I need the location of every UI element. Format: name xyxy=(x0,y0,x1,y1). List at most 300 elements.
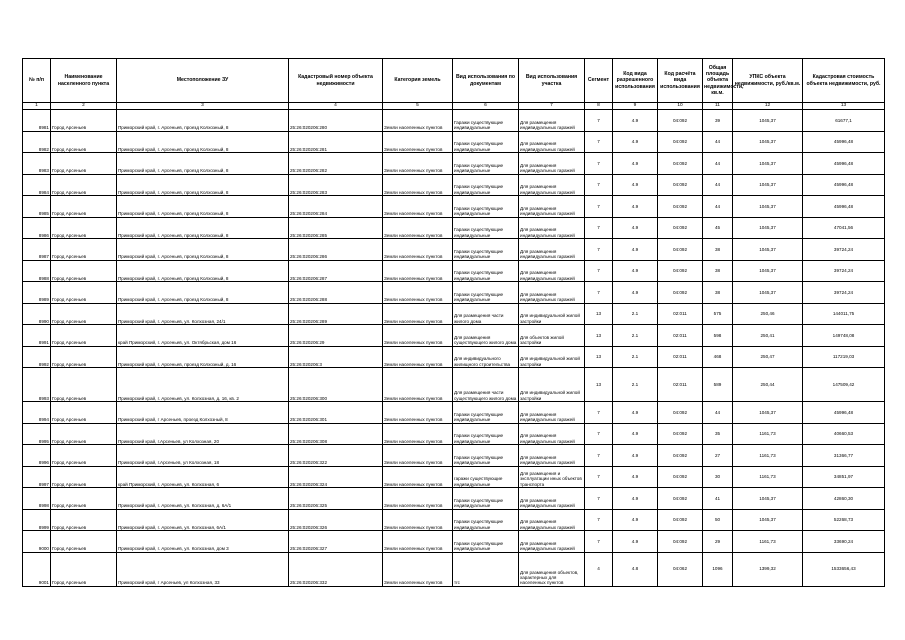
specific-value-cell: 1045,37 xyxy=(733,260,803,282)
segment-cell: 7 xyxy=(585,260,613,282)
plot-use-cell: Для размещения индивидуальных гаражей xyxy=(519,509,585,531)
cadastral-value-cell: 45996,48 xyxy=(803,402,885,424)
documented-use-cell: Гаражи существующие индивидуальные xyxy=(453,174,519,196)
row-number: 8997 xyxy=(23,466,51,488)
permitted-use-code-cell: 4.9 xyxy=(613,260,658,282)
column-number: 2 xyxy=(51,103,117,110)
specific-value-cell: 1045,37 xyxy=(733,239,803,261)
calc-use-code-cell: 04:092 xyxy=(658,423,703,445)
cadastral-value-cell: 39724,24 xyxy=(803,239,885,261)
segment-cell: 7 xyxy=(585,466,613,488)
column-number: 1 xyxy=(23,103,51,110)
header-total-area: Общая площадь объекта недвижимости, кв.м. xyxy=(703,59,733,103)
specific-value-cell: 1161,73 xyxy=(733,423,803,445)
land-category-cell: Земли населенных пунктов xyxy=(383,260,453,282)
permitted-use-code-cell: 2.1 xyxy=(613,368,658,402)
settlement-cell: Город Арсеньев xyxy=(51,325,117,347)
area-cell: 50 xyxy=(703,509,733,531)
row-number: 8996 xyxy=(23,445,51,467)
plot-use-cell: Для индивидуальной жилой застройки xyxy=(519,303,585,325)
column-number: 11 xyxy=(703,103,733,110)
location-cell: Приморский край, г. Арсеньев, проезд Колхозный, д. 16 xyxy=(117,346,289,368)
calc-use-code-cell: 04:092 xyxy=(658,445,703,467)
segment-cell: 7 xyxy=(585,196,613,218)
plot-use-cell: Для размещения объектов, характерных для населенных пунктов xyxy=(519,552,585,586)
specific-value-cell: 1045,37 xyxy=(733,110,803,132)
table-row xyxy=(23,239,885,261)
header-plot-use: Вид использования участка xyxy=(519,59,585,103)
location-cell: край Приморский, г. Арсеньев, ул. Колхозная, 6 xyxy=(117,466,289,488)
location-cell: Приморский край, г. Арсеньев, ул. Колхозная, д. 16, кв. 2 xyxy=(117,368,289,402)
area-cell: 575 xyxy=(703,303,733,325)
calc-use-code-cell: 04:092 xyxy=(658,239,703,261)
header-calc-use-code: Код расчёта вида использования xyxy=(658,59,703,103)
table-row xyxy=(23,217,885,239)
location-cell: Приморский край, г. Арсеньев, проезд Колхозный, 8 xyxy=(117,196,289,218)
table-row xyxy=(23,174,885,196)
plot-use-cell: Для размещения индивидуальных гаражей xyxy=(519,217,585,239)
plot-use-cell: Для размещения индивидуальных гаражей xyxy=(519,110,585,132)
header-land-category: Категория земель xyxy=(383,59,453,103)
cadastral-number-cell: 25:26:020206:326 xyxy=(289,509,383,531)
calc-use-code-cell: 04:092 xyxy=(658,131,703,153)
documented-use-cell: Гаражи существующие индивидуальные xyxy=(453,196,519,218)
cadastral-number-cell: 25:26:020206:284 xyxy=(289,196,383,218)
settlement-cell: Город Арсеньев xyxy=(51,153,117,175)
row-number: 8999 xyxy=(23,509,51,531)
settlement-cell: Город Арсеньев xyxy=(51,552,117,586)
plot-use-cell: Для размещения индивидуальных гаражей xyxy=(519,531,585,553)
location-cell: Приморский край, г. Арсеньев, проезд Колхозный, 8 xyxy=(117,260,289,282)
settlement-cell: Город Арсеньев xyxy=(51,466,117,488)
calc-use-code-cell: 04:092 xyxy=(658,217,703,239)
documented-use-cell: Для размещения части существующего жилого дома xyxy=(453,368,519,402)
cadastral-number-cell: 25:26:020206:288 xyxy=(289,282,383,304)
location-cell: край Приморский, г. Арсеньев, ул. Октябрьская, дом 16 xyxy=(117,325,289,347)
calc-use-code-cell: 02:011 xyxy=(658,303,703,325)
area-cell: 39 xyxy=(703,110,733,132)
column-number: 12 xyxy=(733,103,803,110)
land-category-cell: Земли населенных пунктов xyxy=(383,217,453,239)
documented-use-cell: Гаражи существующие индивидуальные xyxy=(453,423,519,445)
settlement-cell: Город Арсеньев xyxy=(51,217,117,239)
calc-use-code-cell: 04:092 xyxy=(658,260,703,282)
table-body xyxy=(23,110,885,587)
area-cell: 44 xyxy=(703,153,733,175)
table-row xyxy=(23,368,885,402)
specific-value-cell: 1161,73 xyxy=(733,466,803,488)
permitted-use-code-cell: 4.9 xyxy=(613,282,658,304)
calc-use-code-cell: 04:092 xyxy=(658,466,703,488)
area-cell: 598 xyxy=(703,325,733,347)
documented-use-cell: Гаражи существующие индивидуальные xyxy=(453,509,519,531)
table-row xyxy=(23,282,885,304)
land-category-cell: Земли населенных пунктов xyxy=(383,303,453,325)
land-category-cell: Земли населенных пунктов xyxy=(383,466,453,488)
row-number: 8986 xyxy=(23,217,51,239)
header-location: Местоположение ЗУ xyxy=(117,59,289,103)
cadastral-number-cell: 25:26:020206:280 xyxy=(289,110,383,132)
table-row xyxy=(23,325,885,347)
column-number: 8 xyxy=(585,103,613,110)
calc-use-code-cell: 04:092 xyxy=(658,153,703,175)
location-cell: Приморский край, г. Арсеньев, проезд Колхозный, 8 xyxy=(117,110,289,132)
location-cell: Приморский край, г. Арсеньев, проезд Колхозный, 8 xyxy=(117,217,289,239)
permitted-use-code-cell: 4.9 xyxy=(613,174,658,196)
cadastral-number-cell: 25:26:020206:324 xyxy=(289,466,383,488)
plot-use-cell: Для размещения индивидуальных гаражей xyxy=(519,196,585,218)
settlement-cell: Город Арсеньев xyxy=(51,303,117,325)
land-category-cell: Земли населенных пунктов xyxy=(383,488,453,510)
area-cell: 29 xyxy=(703,531,733,553)
cadastral-number-cell: 25:26:020206:332 xyxy=(289,552,383,586)
calc-use-code-cell: 04:092 xyxy=(658,531,703,553)
documented-use-cell: Гаражи существующие индивидуальные xyxy=(453,488,519,510)
calc-use-code-cell: 02:011 xyxy=(658,368,703,402)
calc-use-code-cell: 02:011 xyxy=(658,346,703,368)
segment-cell: 7 xyxy=(585,174,613,196)
segment-cell: 13 xyxy=(585,303,613,325)
location-cell: Приморский край, г. Арсеньев, проезд Колхозный, 8 xyxy=(117,239,289,261)
settlement-cell: Город Арсеньев xyxy=(51,174,117,196)
permitted-use-code-cell: 4.8 xyxy=(613,552,658,586)
cadastral-value-cell: 52268,73 xyxy=(803,509,885,531)
cadastral-value-cell: 33690,24 xyxy=(803,531,885,553)
permitted-use-code-cell: 4.9 xyxy=(613,239,658,261)
cadastral-number-cell: 25:26:020206:281 xyxy=(289,131,383,153)
location-cell: Приморский край, г. Арсеньев, проезд Колхозный, 8 xyxy=(117,282,289,304)
land-category-cell: Земли населенных пунктов xyxy=(383,282,453,304)
cadastral-number-cell: 25:26:020206:325 xyxy=(289,488,383,510)
column-number: 5 xyxy=(383,103,453,110)
specific-value-cell: 1045,37 xyxy=(733,488,803,510)
table-row xyxy=(23,260,885,282)
column-number: 13 xyxy=(803,103,885,110)
row-number: 8982 xyxy=(23,131,51,153)
segment-cell: 7 xyxy=(585,282,613,304)
specific-value-cell: 250,41 xyxy=(733,325,803,347)
documented-use-cell: Гаражи существующие индивидуальные xyxy=(453,131,519,153)
area-cell: 38 xyxy=(703,282,733,304)
cadastral-number-cell: 25:26:020206:283 xyxy=(289,174,383,196)
permitted-use-code-cell: 4.9 xyxy=(613,423,658,445)
documented-use-cell: Для размещения части жилого дома xyxy=(453,303,519,325)
permitted-use-code-cell: 4.9 xyxy=(613,509,658,531)
cadastral-number-cell: 25:26:020206:327 xyxy=(289,531,383,553)
settlement-cell: Город Арсеньев xyxy=(51,402,117,424)
specific-value-cell: 250,46 xyxy=(733,303,803,325)
row-number: 8998 xyxy=(23,488,51,510)
settlement-cell: Город Арсеньев xyxy=(51,260,117,282)
cadastral-value-cell: 147509,42 xyxy=(803,368,885,402)
cadastral-value-cell: 1533656,43 xyxy=(803,552,885,586)
area-cell: 44 xyxy=(703,131,733,153)
plot-use-cell: Для размещения индивидуальных гаражей xyxy=(519,239,585,261)
specific-value-cell: 1161,73 xyxy=(733,531,803,553)
permitted-use-code-cell: 2.1 xyxy=(613,303,658,325)
documented-use-cell: Гаражи существующие индивидуальные xyxy=(453,445,519,467)
settlement-cell: Город Арсеньев xyxy=(51,282,117,304)
row-number: 8993 xyxy=(23,368,51,402)
calc-use-code-cell: 02:011 xyxy=(658,325,703,347)
row-number: 8983 xyxy=(23,153,51,175)
plot-use-cell: Для индивидуальной жилой застройки xyxy=(519,368,585,402)
specific-value-cell: 250,47 xyxy=(733,346,803,368)
table-row xyxy=(23,110,885,132)
table-row xyxy=(23,131,885,153)
land-category-cell: Земли населенных пунктов xyxy=(383,346,453,368)
cadastral-value-cell: 117219,03 xyxy=(803,346,885,368)
documented-use-cell: Для индивидуального жилищного строительства xyxy=(453,346,519,368)
table-row xyxy=(23,196,885,218)
plot-use-cell: Для индивидуальной жилой застройки xyxy=(519,346,585,368)
area-cell: 38 xyxy=(703,260,733,282)
cadastral-value-cell: 45996,48 xyxy=(803,153,885,175)
settlement-cell: Город Арсеньев xyxy=(51,531,117,553)
settlement-cell: Город Арсеньев xyxy=(51,368,117,402)
table-row xyxy=(23,153,885,175)
calc-use-code-cell: 04:062 xyxy=(658,552,703,586)
segment-cell: 7 xyxy=(585,402,613,424)
row-number: 8984 xyxy=(23,174,51,196)
permitted-use-code-cell: 2.1 xyxy=(613,346,658,368)
plot-use-cell: Для размещения и эксплуатации иных объектов транспорта xyxy=(519,466,585,488)
cadastral-number-cell: 25:26:020206:287 xyxy=(289,260,383,282)
specific-value-cell: 1161,73 xyxy=(733,445,803,467)
segment-cell: 13 xyxy=(585,346,613,368)
calc-use-code-cell: 04:092 xyxy=(658,402,703,424)
settlement-cell: Город Арсеньев xyxy=(51,131,117,153)
area-cell: 30 xyxy=(703,466,733,488)
header-permitted-use-code: Код вида разрешенного использования xyxy=(613,59,658,103)
land-category-cell: Земли населенных пунктов xyxy=(383,153,453,175)
cadastral-value-cell: 39724,24 xyxy=(803,260,885,282)
documented-use-cell: Гаражи существующие индивидуальные xyxy=(453,282,519,304)
cadastral-value-cell: 42860,30 xyxy=(803,488,885,510)
area-cell: 35 xyxy=(703,423,733,445)
row-number: 8989 xyxy=(23,282,51,304)
permitted-use-code-cell: 4.9 xyxy=(613,196,658,218)
calc-use-code-cell: 04:092 xyxy=(658,488,703,510)
cadastral-value-cell: 31366,77 xyxy=(803,445,885,467)
land-category-cell: Земли населенных пунктов xyxy=(383,239,453,261)
segment-cell: 7 xyxy=(585,217,613,239)
permitted-use-code-cell: 4.9 xyxy=(613,531,658,553)
specific-value-cell: 1045,37 xyxy=(733,282,803,304)
cadastral-number-cell: 25:26:020206:29 xyxy=(289,325,383,347)
segment-cell: 7 xyxy=(585,445,613,467)
segment-cell: 7 xyxy=(585,153,613,175)
area-cell: 38 xyxy=(703,239,733,261)
land-category-cell: Земли населенных пунктов xyxy=(383,531,453,553)
area-cell: 589 xyxy=(703,368,733,402)
area-cell: 44 xyxy=(703,196,733,218)
header-cadastral-value: Кадастровая стоимость объекта недвижимости, руб. xyxy=(803,59,885,103)
settlement-cell: Город Арсеньев xyxy=(51,110,117,132)
specific-value-cell: 1045,37 xyxy=(733,174,803,196)
land-category-cell: Земли населенных пунктов xyxy=(383,196,453,218)
specific-value-cell: 1045,37 xyxy=(733,131,803,153)
row-number: 8991 xyxy=(23,325,51,347)
row-number: 8995 xyxy=(23,423,51,445)
segment-cell: 13 xyxy=(585,368,613,402)
permitted-use-code-cell: 4.9 xyxy=(613,217,658,239)
row-number: 8981 xyxy=(23,110,51,132)
specific-value-cell: 1045,37 xyxy=(733,509,803,531)
location-cell: Приморский край, г Арсеньев, проезд Колхозный, 8 xyxy=(117,402,289,424)
plot-use-cell: Для размещения индивидуальных гаражей xyxy=(519,445,585,467)
segment-cell: 7 xyxy=(585,110,613,132)
cadastral-value-cell: 45996,48 xyxy=(803,131,885,153)
area-cell: 1096 xyxy=(703,552,733,586)
settlement-cell: Город Арсеньев xyxy=(51,346,117,368)
segment-cell: 7 xyxy=(585,239,613,261)
location-cell: Приморский край, г.Арсеньев, ул Колхозная, 18 xyxy=(117,445,289,467)
header-cadastral-number: Кадастровый номер объекта недвижимости xyxy=(289,59,383,103)
column-number: 3 xyxy=(117,103,289,110)
table-row xyxy=(23,423,885,445)
cadastral-number-cell: 25:26:020206:289 xyxy=(289,303,383,325)
cadastral-number-cell: 25:26:020206:282 xyxy=(289,153,383,175)
cadastral-number-cell: 25:26:020206:286 xyxy=(289,239,383,261)
land-category-cell: Земли населенных пунктов xyxy=(383,509,453,531)
table-row xyxy=(23,402,885,424)
calc-use-code-cell: 04:092 xyxy=(658,196,703,218)
land-category-cell: Земли населенных пунктов xyxy=(383,368,453,402)
documented-use-cell: Гаражи существующие индивидуальные xyxy=(453,260,519,282)
table-row xyxy=(23,466,885,488)
plot-use-cell: Для размещения индивидуальных гаражей xyxy=(519,423,585,445)
row-number: 8987 xyxy=(23,239,51,261)
plot-use-cell: Для размещения индивидуальных гаражей xyxy=(519,282,585,304)
location-cell: Приморский край, г. Арсеньев, проезд Колхозный, 8 xyxy=(117,174,289,196)
segment-cell: 13 xyxy=(585,325,613,347)
documented-use-cell: Гаражи существующие индивидуальные xyxy=(453,110,519,132)
plot-use-cell: Для объектов жилой застройки xyxy=(519,325,585,347)
land-category-cell: Земли населенных пунктов xyxy=(383,131,453,153)
cadastral-number-cell: 25:26:020206:308 xyxy=(289,423,383,445)
table-row xyxy=(23,303,885,325)
segment-cell: 7 xyxy=(585,423,613,445)
settlement-cell: Город Арсеньев xyxy=(51,509,117,531)
plot-use-cell: Для размещения индивидуальных гаражей xyxy=(519,260,585,282)
location-cell: Приморский край, г. Арсеньев, ул. Колхозная, 6А/1 xyxy=(117,509,289,531)
column-number: 4 xyxy=(289,103,383,110)
row-number: 8992 xyxy=(23,346,51,368)
cadastral-value-cell: 45996,48 xyxy=(803,196,885,218)
plot-use-cell: Для размещения индивидуальных гаражей xyxy=(519,174,585,196)
location-cell: Приморский край, г.Арсеньев, ул Колхозная, 20 xyxy=(117,423,289,445)
cadastral-value-cell: 61677,1 xyxy=(803,110,885,132)
cadastral-value-cell: 45996,48 xyxy=(803,174,885,196)
permitted-use-code-cell: 2.1 xyxy=(613,325,658,347)
header-documented-use: Вид использования по документам xyxy=(453,59,519,103)
land-category-cell: Земли населенных пунктов xyxy=(383,110,453,132)
specific-value-cell: 250,44 xyxy=(733,368,803,402)
documented-use-cell: гаражи существующие индивидуальные xyxy=(453,466,519,488)
land-category-cell: Земли населенных пунктов xyxy=(383,552,453,586)
calc-use-code-cell: 04:092 xyxy=(658,282,703,304)
permitted-use-code-cell: 4.9 xyxy=(613,110,658,132)
column-number: 6 xyxy=(453,103,519,110)
settlement-cell: Город Арсеньев xyxy=(51,239,117,261)
cadastral-number-cell: 25:26:020206:3 xyxy=(289,346,383,368)
calc-use-code-cell: 04:092 xyxy=(658,174,703,196)
specific-value-cell: 1045,37 xyxy=(733,196,803,218)
permitted-use-code-cell: 4.9 xyxy=(613,466,658,488)
settlement-cell: Город Арсеньев xyxy=(51,445,117,467)
specific-value-cell: 1045,37 xyxy=(733,402,803,424)
land-category-cell: Земли населенных пунктов xyxy=(383,325,453,347)
table-row xyxy=(23,552,885,586)
area-cell: 44 xyxy=(703,174,733,196)
permitted-use-code-cell: 4.9 xyxy=(613,488,658,510)
table-row xyxy=(23,346,885,368)
specific-value-cell: 1045,37 xyxy=(733,217,803,239)
cadastral-number-cell: 25:26:020206:300 xyxy=(289,368,383,402)
segment-cell: 4 xyxy=(585,552,613,586)
calc-use-code-cell: 04:092 xyxy=(658,509,703,531)
documented-use-cell: тгс xyxy=(453,552,519,586)
area-cell: 44 xyxy=(703,402,733,424)
column-number: 10 xyxy=(658,103,703,110)
location-cell: Приморский край, г. Арсеньев, проезд Колхозный, 8 xyxy=(117,131,289,153)
header-row-number: № п/п xyxy=(23,59,51,103)
plot-use-cell: Для размещения индивидуальных гаражей xyxy=(519,402,585,424)
location-cell: Приморский край, г. Арсеньев, проезд Колхозный, 8 xyxy=(117,153,289,175)
area-cell: 27 xyxy=(703,445,733,467)
permitted-use-code-cell: 4.9 xyxy=(613,402,658,424)
documented-use-cell: Гаражи существующие индивидуальные xyxy=(453,217,519,239)
specific-value-cell: 1045,37 xyxy=(733,153,803,175)
row-number: 8988 xyxy=(23,260,51,282)
plot-use-cell: Для размещения индивидуальных гаражей xyxy=(519,131,585,153)
specific-value-cell: 1399,32 xyxy=(733,552,803,586)
header-specific-value: УПКС объекта недвижимости, руб./кв.м. xyxy=(733,59,803,103)
header-segment: Сегмент xyxy=(585,59,613,103)
row-number: 8985 xyxy=(23,196,51,218)
row-number: 8994 xyxy=(23,402,51,424)
row-number: 9000 xyxy=(23,531,51,553)
table-row xyxy=(23,445,885,467)
land-category-cell: Земли населенных пунктов xyxy=(383,423,453,445)
cadastral-value-cell: 34851,97 xyxy=(803,466,885,488)
location-cell: Приморский край, г. Арсеньев, ул. Колхозная, дом 3 xyxy=(117,531,289,553)
area-cell: 41 xyxy=(703,488,733,510)
header-settlement-name: Наименование населенного пункта xyxy=(51,59,117,103)
row-number: 8990 xyxy=(23,303,51,325)
cadastral-value-cell: 149748,08 xyxy=(803,325,885,347)
cadastral-value-cell: 47041,56 xyxy=(803,217,885,239)
land-category-cell: Земли населенных пунктов xyxy=(383,174,453,196)
documented-use-cell: Гаражи существующие индивидуальные xyxy=(453,531,519,553)
plot-use-cell: Для размещения индивидуальных гаражей xyxy=(519,488,585,510)
cadastral-number-cell: 25:26:020206:322 xyxy=(289,445,383,467)
cadastral-value-cell: 144011,75 xyxy=(803,303,885,325)
segment-cell: 7 xyxy=(585,488,613,510)
table-row xyxy=(23,531,885,553)
location-cell: Приморский край, г. Арсеньев, ул. Колхозная, 24/1 xyxy=(117,303,289,325)
table-row xyxy=(23,509,885,531)
segment-cell: 7 xyxy=(585,531,613,553)
cadastral-number-cell: 25:26:020206:285 xyxy=(289,217,383,239)
cadastral-number-cell: 25:26:020206:301 xyxy=(289,402,383,424)
documented-use-cell: Гаражи существующие индивидуальные xyxy=(453,239,519,261)
area-cell: 45 xyxy=(703,217,733,239)
documented-use-cell: Гаражи существующие индивидуальные xyxy=(453,402,519,424)
segment-cell: 7 xyxy=(585,131,613,153)
cadastral-value-cell: 40660,53 xyxy=(803,423,885,445)
